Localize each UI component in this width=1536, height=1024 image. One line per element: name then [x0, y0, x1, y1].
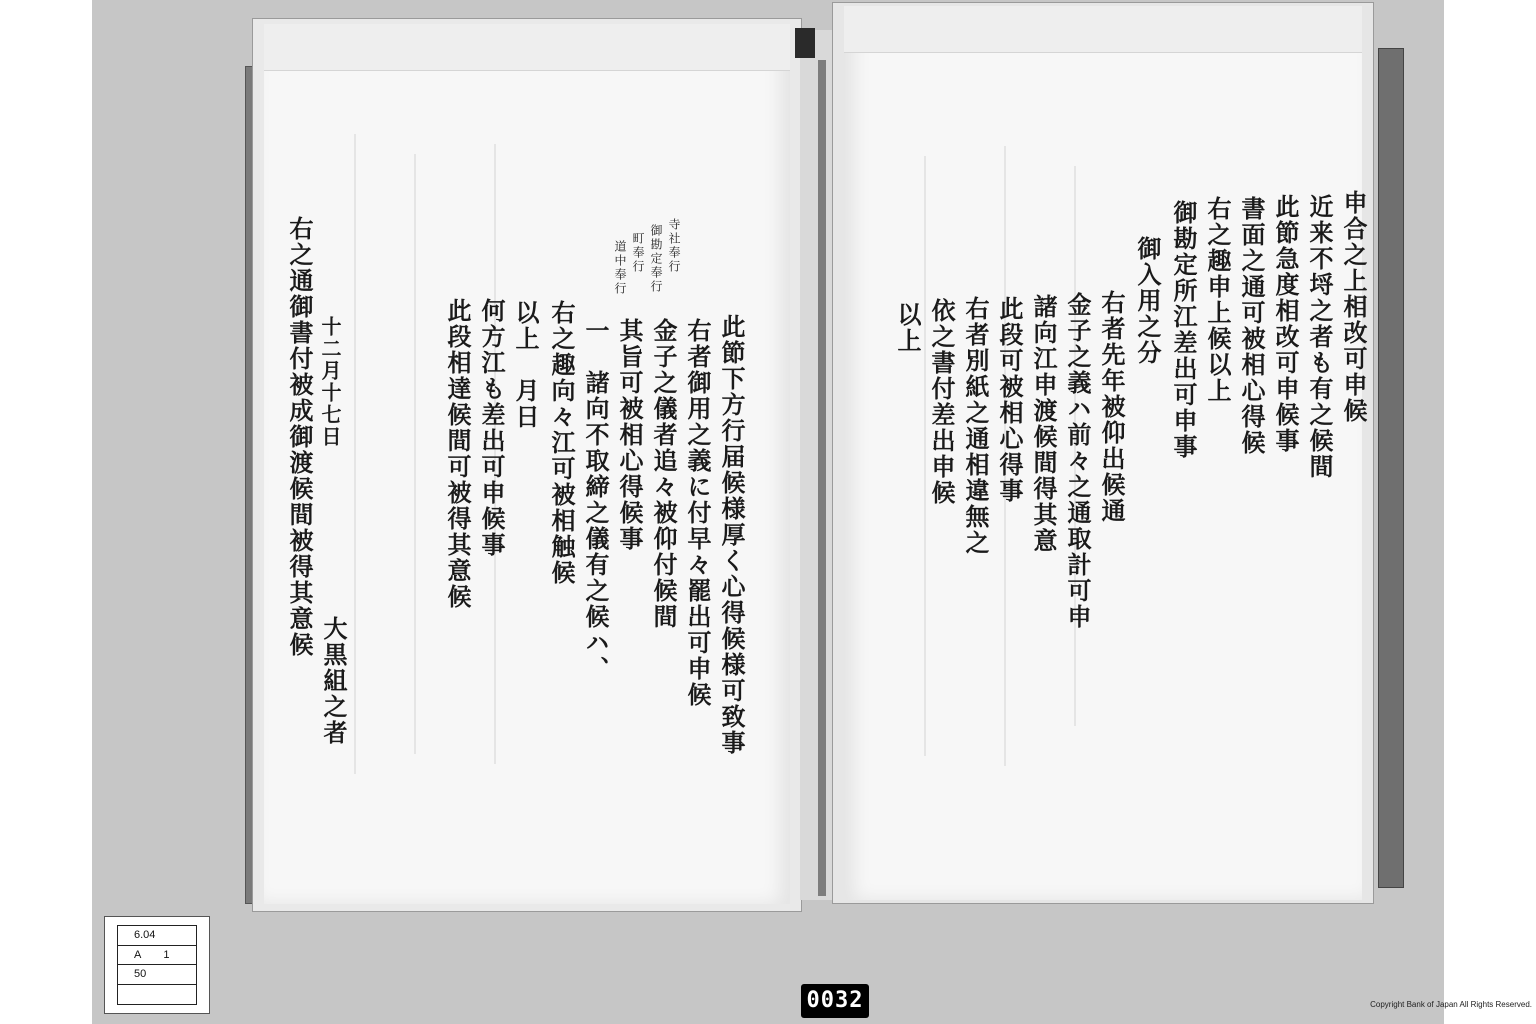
body-column: 此段可被相心得事: [995, 296, 1024, 504]
archive-label: [104, 916, 210, 1014]
note-column: 町奉行: [631, 232, 645, 274]
book-gutter: [800, 30, 832, 900]
body-column: 此段相達候間可被得其意候: [443, 298, 472, 610]
body-column: 近来不埒之者も有之候間: [1305, 194, 1334, 480]
note-column: 御勘定奉行: [649, 224, 663, 294]
page-band-left: [264, 24, 790, 71]
body-column: 依之書付差出申候: [927, 298, 956, 506]
body-column: 右者先年被仰出候通: [1097, 290, 1126, 524]
body-column: 右之趣申上候以上: [1203, 196, 1232, 404]
heading-column: 右之通御書付被成御渡候間被得其意候: [285, 216, 314, 658]
body-column: 此節急度相改可申候事: [1271, 194, 1300, 454]
gutter-line: [818, 60, 826, 896]
book-cover-right: [1378, 48, 1404, 888]
note-column: 道中奉行: [613, 240, 627, 296]
body-column: 以上 月日: [511, 300, 540, 430]
body-column: 諸向江申渡候間得其意: [1029, 294, 1058, 554]
note-column: 寺社奉行: [667, 218, 681, 274]
body-column: 右之趣向々江可被相触候: [547, 300, 576, 586]
body-column: 書面之通可被相心得候: [1237, 196, 1266, 456]
body-column: 其旨可被相心得候事: [615, 318, 644, 552]
archive-label-table: [117, 925, 197, 1005]
body-column: 此節下方行届候様厚く心得候様可致事: [717, 314, 746, 756]
archive-label-row: [118, 985, 196, 1005]
archive-label-cell: A: [134, 948, 142, 961]
spine-shadow: [795, 28, 815, 58]
body-column: 右者別紙之通相違無之: [961, 296, 990, 556]
subheading: 御入用之分: [1133, 236, 1162, 366]
bleed-through-line: [414, 154, 416, 754]
body-column: 右者御用之義に付早々罷出可申候: [683, 318, 712, 708]
date-column: 十二月十七日: [318, 316, 342, 448]
body-column: 金子之義ハ前々之通取計可申: [1063, 292, 1092, 630]
frame-counter: 0032: [801, 984, 869, 1018]
body-column: 一 諸向不取締之儀有之候ハ、: [581, 318, 610, 682]
archive-label-row: 6.04: [118, 926, 196, 946]
bleed-through-line: [354, 134, 356, 774]
body-column: 金子之儀者追々被仰付候間: [649, 318, 678, 630]
archive-label-cell: 1: [163, 948, 170, 961]
body-column: 何方江も差出可申候事: [477, 298, 506, 558]
page-band-right: [844, 6, 1362, 53]
body-column: 以上: [893, 302, 922, 354]
signature: 大黒組之者: [319, 616, 348, 746]
copyright-notice: Copyright Bank of Japan All Rights Reserved.: [1370, 1000, 1532, 1009]
archive-label-row: 50: [118, 965, 196, 985]
archive-label-row: [118, 946, 196, 966]
body-column: 申合之上相改可申候: [1339, 190, 1368, 424]
body-column: 御勘定所江差出可申事: [1169, 200, 1198, 460]
